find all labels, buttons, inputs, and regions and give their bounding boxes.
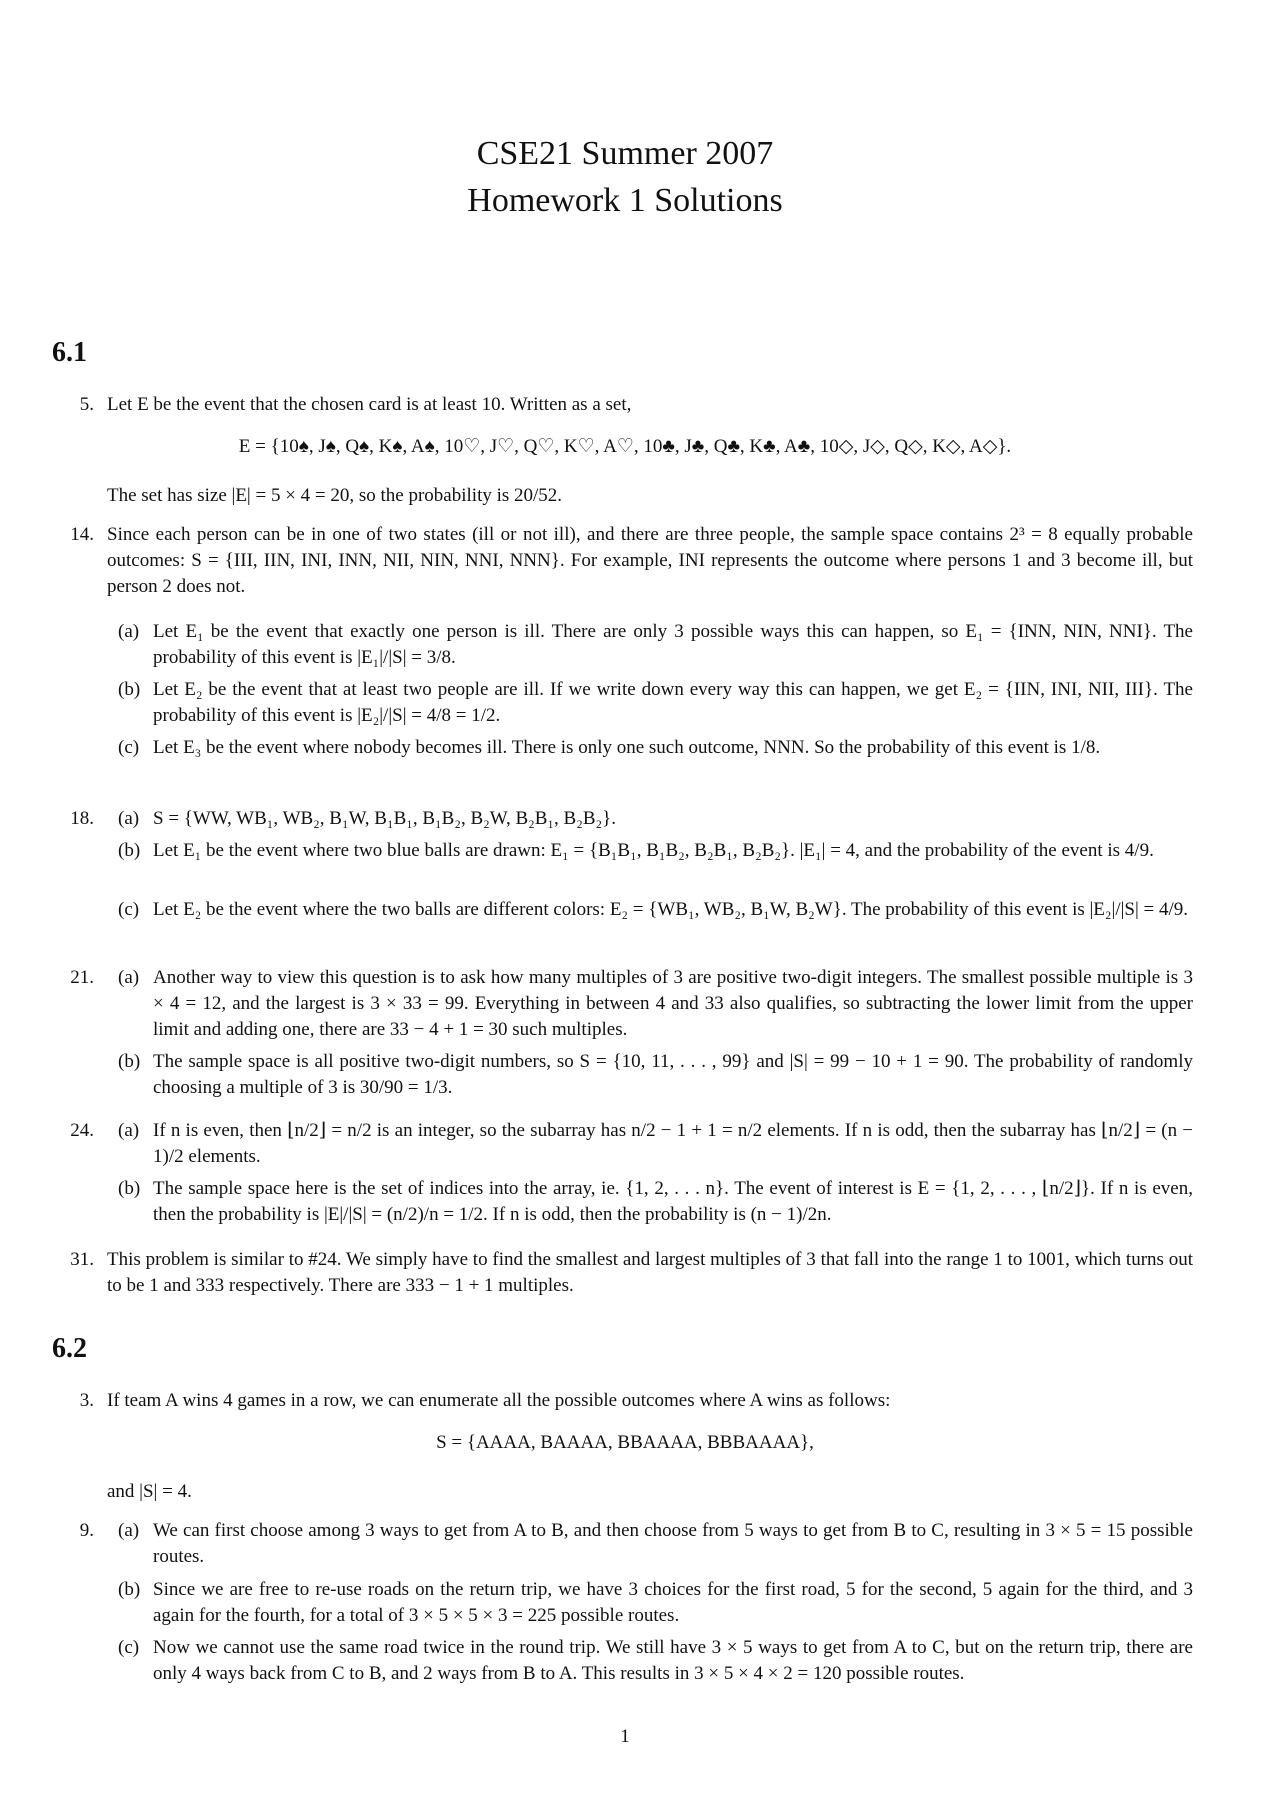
problem-5-equation: E = {10♠, J♠, Q♠, K♠, A♠, 10♡, J♡, Q♡, K♡, A♡, 10♣, J♣, Q♣, K♣, A♣, 10◇, J◇, Q◇, K◇, A◇}.: [238, 436, 1012, 457]
problem-21-part-a-label: (a): [118, 967, 140, 988]
problem-24-part-b-label: (b): [118, 1178, 141, 1199]
problem-number-18: 18.: [70, 808, 94, 829]
problem-21-part-b-label: (b): [118, 1051, 141, 1072]
problem-18-part-b-label: (b): [118, 840, 141, 861]
problem-14-part-c: Let E₃ be the event where nobody becomes ill. There is only one such outcome, NNN. So the probability of this event is 1/8.: [153, 737, 1101, 758]
problem-14-part-a-label: (a): [118, 621, 140, 642]
problem-14-part-a: Let E₁ be the event that exactly one person is ill. There are only 3 possible ways this can happen, so E₁ = {INN, NIN, NNI}. The probability of this event is |E₁|/|S| = 3/8.: [153, 621, 1193, 668]
problem-3-equation: S = {AAAA, BAAAA, BBAAAA, BBBAAAA},: [436, 1432, 814, 1453]
problem-14-text: Since each person can be in one of two states (ill or not ill), and there are three people, the sample space contains 2³ = 8 equally probable outcomes: S = {III, IIN, INI, INN, NII, NIN, NNI, NNN}. For example, INI represents the outcome where persons 1 and 3 become ill, but person 2 does not.: [107, 524, 1193, 597]
section-heading-6-2: 6.2: [52, 1333, 87, 1364]
problem-24-part-b: The sample space here is the set of indices into the array, ie. {1, 2, . . . n}. The event of interest is E = {1, 2, . . . , ⌊n/2⌋}. If n is even, then the probability is |E|/|S| = (n/2)/n = 1/2. If n is odd, then the probability is (n − 1)/2n.: [153, 1178, 1193, 1225]
page-number: 1: [620, 1726, 630, 1747]
document-title-line1: CSE21 Summer 2007: [476, 135, 774, 172]
problem-18-part-c: Let E₂ be the event where the two balls are different colors: E₂ = {WB₁, WB₂, B₁W, B₂W}. The probability of this event is |E₂|/|S| = 4/9.: [153, 899, 1189, 920]
problem-14-part-c-label: (c): [118, 737, 140, 758]
problem-18-part-b: Let E₁ be the event where two blue balls are drawn: E₁ = {B₁B₁, B₁B₂, B₂B₁, B₂B₂}. |E₁| = 4, and the probability of the event is 4/9.: [153, 840, 1154, 861]
problem-21-part-b: The sample space is all positive two-digit numbers, so S = {10, 11, . . . , 99} and |S| = 99 − 10 + 1 = 90. The probability of randomly choosing a multiple of 3 is 30/90 = 1/3.: [153, 1051, 1193, 1098]
problem-3-conclusion: and |S| = 4.: [107, 1481, 192, 1502]
problem-18-part-a-label: (a): [118, 808, 140, 829]
problem-9-part-b-label: (b): [118, 1579, 141, 1600]
problem-9-part-c: Now we cannot use the same road twice in the round trip. We still have 3 × 5 ways to get from A to C, but on the return trip, there are only 4 ways back from C to B, and 2 ways from B to A. This results in 3 × 5 × 4 × 2 = 120 possible routes.: [153, 1637, 1193, 1684]
problem-number-31: 31.: [70, 1249, 94, 1270]
problem-9-part-a: We can first choose among 3 ways to get from A to B, and then choose from 5 ways to get from B to C, resulting in 3 × 5 = 15 possible routes.: [153, 1520, 1193, 1567]
problem-24-part-a: If n is even, then ⌊n/2⌋ = n/2 is an integer, so the subarray has n/2 − 1 + 1 = n/2 elements. If n is odd, then the subarray has ⌊n/2⌋ = (n − 1)/2 elements.: [153, 1120, 1193, 1167]
problem-24-part-a-label: (a): [118, 1120, 140, 1141]
problem-31-text: This problem is similar to #24. We simply have to find the smallest and largest multiples of 3 that fall into the range 1 to 1001, which turns out to be 1 and 333 respectively. There are 333 − 1 + 1 multiples.: [107, 1249, 1193, 1296]
problem-number-21: 21.: [70, 967, 94, 988]
problem-5-conclusion: The set has size |E| = 5 × 4 = 20, so the probability is 20/52.: [107, 485, 563, 506]
problem-number-9: 9.: [79, 1520, 94, 1541]
problem-number-3: 3.: [79, 1390, 94, 1411]
problem-18-part-c-label: (c): [118, 899, 140, 920]
problem-5-text: Let E be the event that the chosen card is at least 10. Written as a set,: [107, 394, 632, 415]
problem-3-text: If team A wins 4 games in a row, we can enumerate all the possible outcomes where A wins as follows:: [107, 1390, 891, 1411]
problem-9-part-b: Since we are free to re-use roads on the return trip, we have 3 choices for the first road, 5 for the second, 5 again for the third, and 3 again for the fourth, for a total of 3 × 5 × 5 × 3 = 225 possible routes.: [153, 1579, 1193, 1626]
problem-21-part-a: Another way to view this question is to ask how many multiples of 3 are positive two-digit integers. The smallest possible multiple is 3 × 4 = 12, and the largest is 3 × 33 = 99. Everything in between 4 and 33 also qualifies, so subtracting the lower limit from the upper limit and adding one, there are 33 − 4 + 1 = 30 such multiples.: [153, 967, 1193, 1040]
document-title-line2: Homework 1 Solutions: [467, 182, 783, 219]
problem-9-part-a-label: (a): [118, 1520, 140, 1541]
problem-14-part-b: Let E₂ be the event that at least two people are ill. If we write down every way this can happen, we get E₂ = {IIN, INI, NII, III}. The probability of this event is |E₂|/|S| = 4/8 = 1/2.: [153, 679, 1193, 726]
problem-number-5: 5.: [79, 394, 94, 415]
problem-number-24: 24.: [70, 1120, 94, 1141]
section-heading-6-1: 6.1: [52, 337, 87, 368]
problem-14-part-b-label: (b): [118, 679, 141, 700]
problem-9-part-c-label: (c): [118, 1637, 140, 1658]
problem-number-14: 14.: [70, 524, 94, 545]
problem-18-part-a: S = {WW, WB₁, WB₂, B₁W, B₁B₁, B₁B₂, B₂W, B₂B₁, B₂B₂}.: [153, 808, 617, 829]
